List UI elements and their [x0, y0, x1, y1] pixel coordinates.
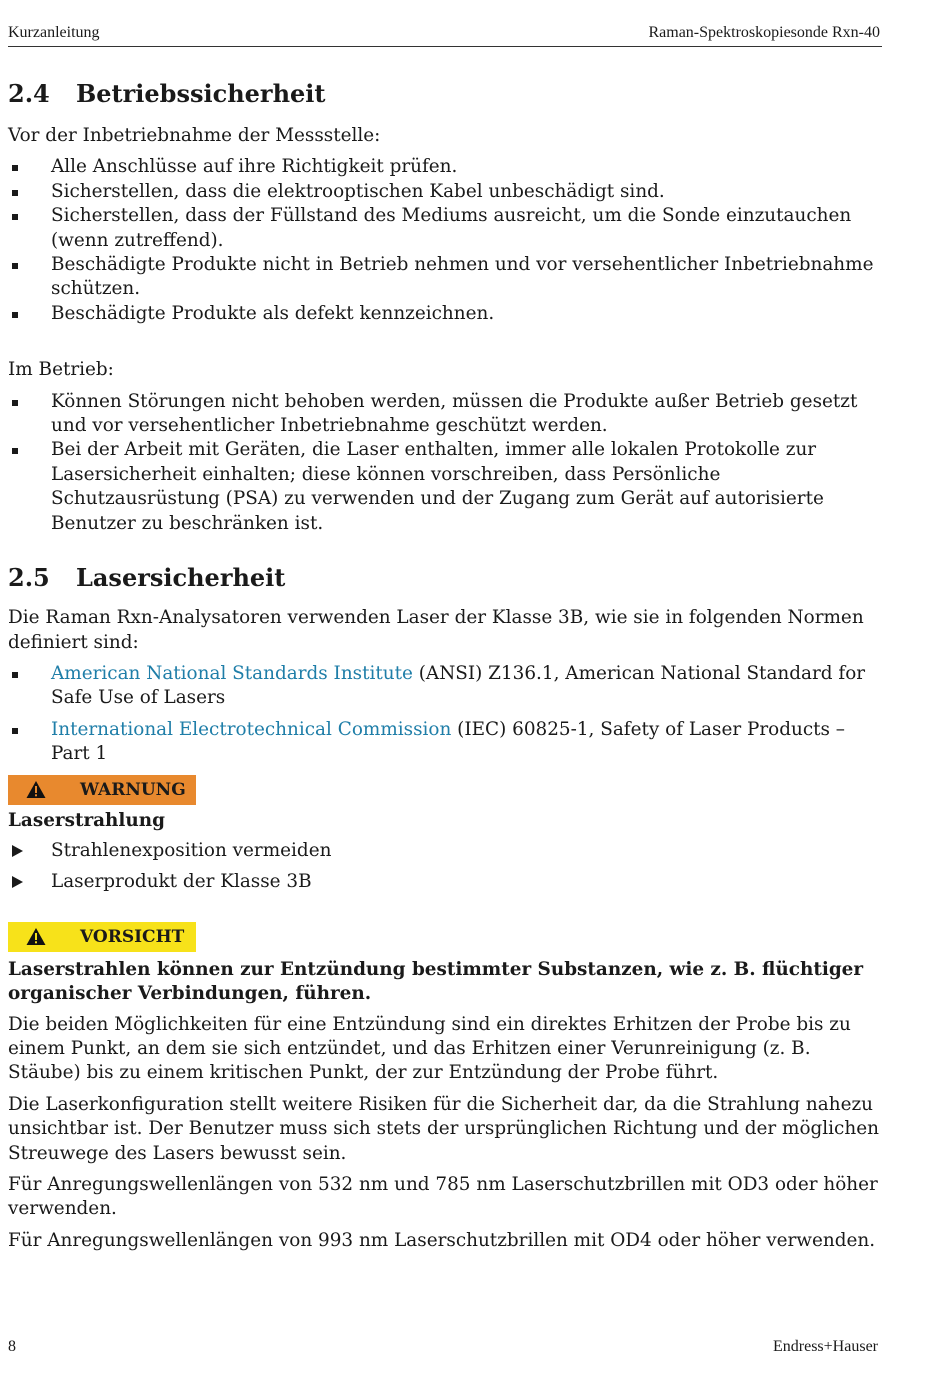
list-item: Sicherstellen, dass die elektrooptischen Kabel unbeschädigt sind. — [8, 180, 882, 204]
header-product: Raman-Spektroskopiesonde Rxn-40 — [648, 24, 880, 41]
list-item: Bei der Arbeit mit Geräten, die Laser enthalten, immer alle lokalen Protokolle zur Lasersicherheit einhalten; diese können vorschreiben, dass Persönliche Schutzausrüstung (PSA) zu verwenden und der Zugang zum Gerät auf autorisierte Benutzer zu beschränken ist. — [8, 438, 882, 536]
warning-triangle-icon — [26, 780, 46, 799]
section-title: Betriebssicherheit — [76, 79, 326, 108]
list-item: Alle Anschlüsse auf ihre Richtigkeit prüfen. — [8, 155, 882, 179]
paragraph: Vor der Inbetriebnahme der Messstelle: — [8, 125, 381, 146]
list-item: Beschädigte Produkte als defekt kennzeichnen. — [8, 302, 882, 326]
bullet-list — [8, 390, 882, 536]
caution-heading: Laserstrahlen können zur Entzündung bestimmter Substanzen, wie z. B. flüchtiger organischer Verbindungen, führen. — [8, 958, 864, 1005]
paragraph: Für Anregungswellenlängen von 993 nm Laserschutzbrillen mit OD4 oder höher verwenden. — [8, 1229, 876, 1251]
caution-signal-box — [8, 922, 196, 952]
footer-brand: Endress+Hauser — [773, 1338, 878, 1355]
warning-triangle-icon — [26, 927, 46, 946]
paragraph: Die beiden Möglichkeiten für eine Entzündung sind ein direktes Erhitzen der Probe bis zu einem Punkt, an dem sie sich entzündet, und das Erhitzen einer Verunreinigung (z. B. Stäube) bis zu einem kritischen Punkt, der zur Entzündung der Probe führt. — [8, 1013, 851, 1084]
section-number: 2.4 — [8, 79, 50, 108]
paragraph: Für Anregungswellenlängen von 532 nm und 785 nm Laserschutzbrillen mit OD3 oder höher verwenden. — [8, 1174, 878, 1220]
page-number: 8 — [8, 1338, 16, 1355]
standards-list — [8, 662, 882, 767]
page-header — [8, 22, 882, 47]
paragraph: Im Betrieb: — [8, 359, 114, 381]
list-item — [8, 662, 882, 711]
warning-signal-box — [8, 775, 196, 805]
action-list — [8, 839, 882, 895]
section-2-5-heading — [8, 562, 882, 594]
section-2-4-heading — [8, 78, 882, 110]
caution-label: VORSICHT — [80, 926, 185, 947]
list-item — [8, 718, 882, 767]
warning-label: WARNUNG — [80, 779, 186, 800]
list-item-text: (IEC) 60825-1, Safety of Laser Products – Part 1 — [51, 718, 846, 765]
bullet-list — [8, 155, 882, 326]
warning-heading: Laserstrahlung — [8, 809, 166, 831]
section-number: 2.5 — [8, 563, 50, 593]
paragraph: Die Laserkonfiguration stellt weitere Risiken für die Sicherheit dar, da die Strahlung nahezu unsichtbar ist. Der Benutzer muss sich stets der ursprünglichen Richtung und der möglichen Streuwege des Lasers bewusst sein. — [8, 1093, 879, 1164]
list-item: Beschädigte Produkte nicht in Betrieb nehmen und vor versehentlicher Inbetriebnahme schützen. — [8, 253, 882, 302]
page-content — [8, 78, 882, 1253]
list-item: Sicherstellen, dass der Füllstand des Mediums ausreicht, um die Sonde einzutauchen (wenn zutreffend). — [8, 204, 882, 253]
iec-link[interactable]: International Electrotechnical Commission — [51, 718, 452, 740]
section-title: Lasersicherheit — [76, 563, 286, 593]
action-item: Laserprodukt der Klasse 3B — [8, 870, 882, 894]
ansi-link[interactable]: American National Standards Institute — [51, 662, 413, 684]
page-footer — [8, 1338, 880, 1356]
header-doc-type: Kurzanleitung — [8, 24, 100, 41]
paragraph: Die Raman Rxn-Analysatoren verwenden Laser der Klasse 3B, wie sie in folgenden Normen definiert sind: — [8, 607, 864, 653]
action-item: Strahlenexposition vermeiden — [8, 839, 882, 863]
list-item-text: (ANSI) Z136.1, American National Standard for Safe Use of Lasers — [51, 662, 866, 709]
list-item: Können Störungen nicht behoben werden, müssen die Produkte außer Betrieb gesetzt und vor versehentlicher Inbetriebnahme geschützt werden. — [8, 390, 882, 439]
